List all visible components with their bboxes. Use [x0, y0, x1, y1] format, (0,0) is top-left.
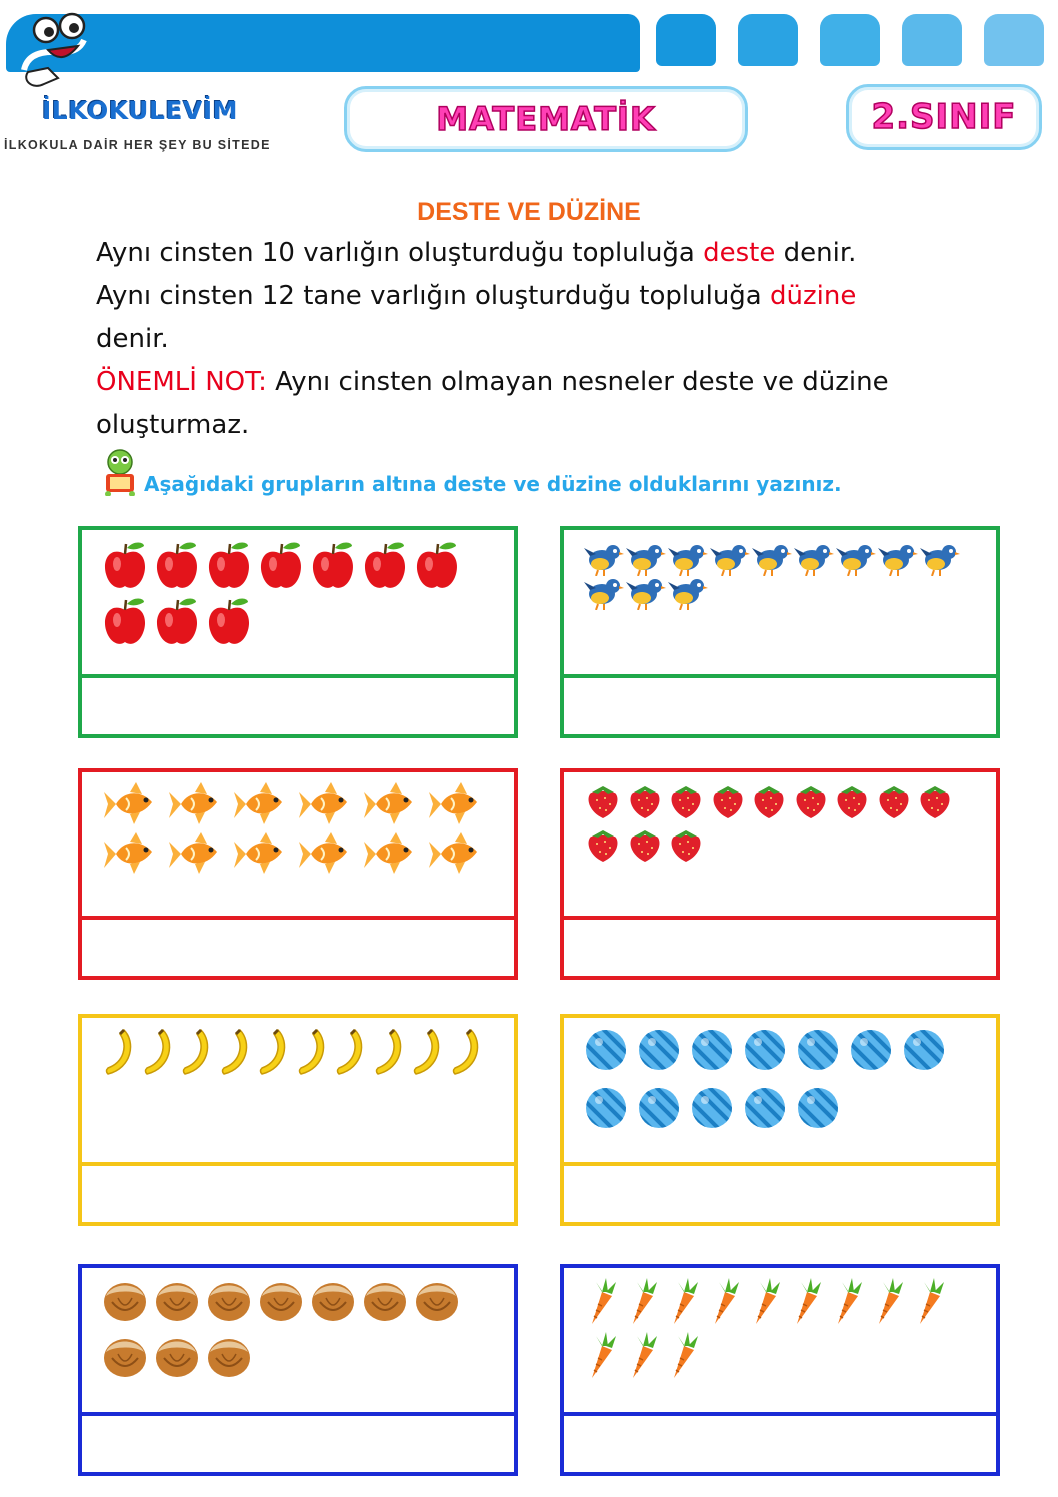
- strawberry-icon: [584, 826, 622, 868]
- ball-icon: [690, 1028, 734, 1076]
- header-tab: [656, 14, 716, 66]
- group-box-fish: [78, 768, 518, 980]
- apple-icon: [154, 540, 200, 594]
- definition-line-3: [96, 318, 169, 361]
- group-box-ball: [560, 1014, 1000, 1226]
- hazelnut-icon: [102, 1334, 148, 1382]
- keyword-duzine: düzine: [770, 281, 857, 311]
- strawberry-icon: [626, 782, 664, 824]
- carrot-icon: [625, 1332, 659, 1384]
- header-tab: [820, 14, 880, 66]
- bird-icon: [752, 540, 792, 580]
- keyword-deste: deste: [703, 238, 776, 268]
- answer-area[interactable]: [564, 678, 996, 734]
- ball-icon: [849, 1028, 893, 1076]
- bird-icon: [584, 574, 624, 614]
- banana-icon: [410, 1028, 444, 1080]
- apple-icon: [310, 540, 356, 594]
- fish-icon: [232, 832, 292, 880]
- subject-badge: [344, 86, 748, 152]
- text-segment: oluşturmaz.: [96, 410, 250, 440]
- carrot-icon: [912, 1278, 946, 1330]
- answer-area[interactable]: [82, 678, 514, 734]
- carrot-icon: [871, 1278, 905, 1330]
- worm-icon: [98, 448, 142, 496]
- note-line-2: [96, 404, 249, 447]
- text-segment: Aynı cinsten olmayan nesneler deste ve düzine: [266, 367, 889, 397]
- apple-icon: [362, 540, 408, 594]
- bird-icon: [626, 574, 666, 614]
- group-box-bird: [560, 526, 1000, 738]
- ball-icon: [796, 1086, 840, 1134]
- fish-icon: [167, 782, 227, 830]
- fish-icon: [362, 782, 422, 830]
- hazelnut-icon: [362, 1278, 408, 1326]
- bird-icon: [920, 540, 960, 580]
- page-title: DESTE VE DÜZİNE: [417, 198, 641, 226]
- strawberry-icon: [875, 782, 913, 824]
- brand-name: İLKOKULEVİM: [42, 96, 239, 125]
- carrot-icon: [584, 1332, 618, 1384]
- fish-icon: [297, 832, 357, 880]
- banana-icon: [141, 1028, 175, 1080]
- apple-icon: [206, 540, 252, 594]
- answer-area[interactable]: [82, 1416, 514, 1472]
- fish-icon: [427, 832, 487, 880]
- carrot-icon: [625, 1278, 659, 1330]
- group-box-carrot: [560, 1264, 1000, 1476]
- banana-icon: [102, 1028, 136, 1080]
- note-label: ÖNEMLİ NOT:: [96, 367, 267, 397]
- answer-area[interactable]: [82, 1166, 514, 1222]
- banana-icon: [333, 1028, 367, 1080]
- fish-icon: [167, 832, 227, 880]
- header-tab: [902, 14, 962, 66]
- group-box-strawberry: [560, 768, 1000, 980]
- banana-icon: [256, 1028, 290, 1080]
- banana-icon: [218, 1028, 252, 1080]
- banana-icon: [295, 1028, 329, 1080]
- banana-icon: [449, 1028, 483, 1080]
- definition-line-1: [96, 232, 856, 275]
- hazelnut-icon: [206, 1334, 252, 1382]
- hazelnut-icon: [154, 1278, 200, 1326]
- apple-icon: [206, 596, 252, 650]
- hazelnut-icon: [206, 1278, 252, 1326]
- grade-label: 2.SINIF: [871, 97, 1017, 137]
- apple-icon: [154, 596, 200, 650]
- fish-icon: [297, 782, 357, 830]
- group-box-banana: [78, 1014, 518, 1226]
- group-box-apple: [78, 526, 518, 738]
- hazelnut-icon: [310, 1278, 356, 1326]
- hazelnut-icon: [258, 1278, 304, 1326]
- hazelnut-icon: [102, 1278, 148, 1326]
- bird-icon: [794, 540, 834, 580]
- carrot-icon: [707, 1278, 741, 1330]
- carrot-icon: [666, 1278, 700, 1330]
- fish-icon: [232, 782, 292, 830]
- carrot-icon: [830, 1278, 864, 1330]
- apple-icon: [414, 540, 460, 594]
- bird-icon: [878, 540, 918, 580]
- mascot-icon: [18, 10, 108, 90]
- answer-area[interactable]: [82, 920, 514, 976]
- bird-icon: [836, 540, 876, 580]
- ball-icon: [743, 1028, 787, 1076]
- ball-icon: [902, 1028, 946, 1076]
- fish-icon: [102, 782, 162, 830]
- grade-badge: [846, 84, 1042, 150]
- text-segment: denir.: [775, 238, 857, 268]
- apple-icon: [102, 596, 148, 650]
- bird-icon: [710, 540, 750, 580]
- strawberry-icon: [667, 826, 705, 868]
- text-segment: denir.: [96, 324, 169, 354]
- apple-icon: [258, 540, 304, 594]
- strawberry-icon: [833, 782, 871, 824]
- banana-icon: [179, 1028, 213, 1080]
- answer-area[interactable]: [564, 1166, 996, 1222]
- strawberry-icon: [750, 782, 788, 824]
- subject-label: MATEMATİK: [436, 100, 656, 138]
- fish-icon: [362, 832, 422, 880]
- carrot-icon: [666, 1332, 700, 1384]
- strawberry-icon: [792, 782, 830, 824]
- apple-icon: [102, 540, 148, 594]
- instruction-text: Aşağıdaki grupların altına deste ve düzine olduklarını yazınız.: [144, 472, 842, 496]
- header-tab: [738, 14, 798, 66]
- ball-icon: [637, 1028, 681, 1076]
- text-segment: Aynı cinsten 10 varlığın oluşturduğu topluluğa: [96, 238, 704, 268]
- strawberry-icon: [626, 826, 664, 868]
- ball-icon: [637, 1086, 681, 1134]
- bird-icon: [668, 574, 708, 614]
- ball-icon: [584, 1086, 628, 1134]
- ball-icon: [743, 1086, 787, 1134]
- fish-icon: [102, 832, 162, 880]
- answer-area[interactable]: [564, 920, 996, 976]
- answer-area[interactable]: [564, 1416, 996, 1472]
- text-segment: Aynı cinsten 12 tane varlığın oluşturduğu topluluğa: [96, 281, 770, 311]
- fish-icon: [427, 782, 487, 830]
- hazelnut-icon: [414, 1278, 460, 1326]
- note-line-1: [96, 361, 889, 404]
- brand-tagline: İLKOKULA DAİR HER ŞEY BU SİTEDE: [4, 138, 271, 152]
- strawberry-icon: [916, 782, 954, 824]
- ball-icon: [690, 1086, 734, 1134]
- definition-line-2: [96, 275, 856, 318]
- carrot-icon: [748, 1278, 782, 1330]
- carrot-icon: [789, 1278, 823, 1330]
- ball-icon: [584, 1028, 628, 1076]
- carrot-icon: [584, 1278, 618, 1330]
- hazelnut-icon: [154, 1334, 200, 1382]
- header-tab: [984, 14, 1044, 66]
- banana-icon: [372, 1028, 406, 1080]
- strawberry-icon: [709, 782, 747, 824]
- strawberry-icon: [667, 782, 705, 824]
- group-box-hazelnut: [78, 1264, 518, 1476]
- strawberry-icon: [584, 782, 622, 824]
- ball-icon: [796, 1028, 840, 1076]
